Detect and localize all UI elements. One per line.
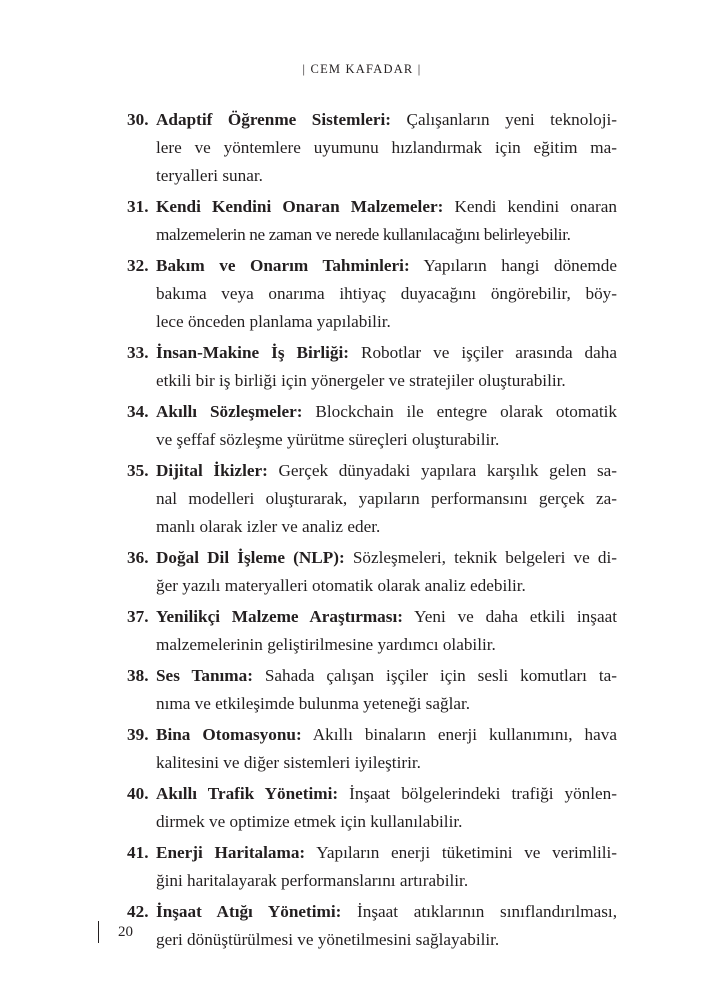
item-desc: Sözleşmeleri, teknik belgeleri ve di-	[344, 548, 617, 567]
item-desc: Çalışanların yeni teknoloji-	[391, 110, 617, 129]
item-number: 31.	[127, 197, 149, 216]
list-item	[127, 193, 617, 249]
item-line	[156, 662, 617, 690]
item-text	[156, 339, 617, 395]
item-desc: İnşaat bölgelerindeki trafiği yönlen-	[338, 784, 617, 803]
item-term: Ses Tanıma:	[156, 666, 253, 685]
item-text	[156, 106, 617, 190]
item-line: teryalleri sunar.	[156, 166, 263, 185]
item-desc: Yeni ve daha etkili inşaat	[402, 607, 617, 626]
item-desc: Akıllı binaların enerji kullanımını, hava	[301, 725, 617, 744]
item-text	[156, 839, 617, 895]
item-text	[156, 457, 617, 541]
list-item	[127, 603, 617, 659]
item-number: 30.	[127, 110, 149, 129]
footer-rule	[98, 921, 99, 943]
item-term: Adaptif Öğrenme Sistemleri:	[156, 110, 391, 129]
item-line: geri dönüştürülmesi ve yönetilmesini sağlayabilir.	[156, 930, 500, 949]
item-line: malzemelerinin geliştirilmesine yardımcı olabilir.	[156, 635, 496, 654]
item-line: nal modelleri oluşturarak, yapıların performansını gerçek za-	[156, 489, 617, 508]
item-term: Akıllı Trafik Yönetimi:	[156, 784, 339, 803]
list-item	[127, 780, 617, 836]
item-line: malzemelerin ne zaman ve nerede kullanılacağını belirleyebilir.	[156, 225, 571, 244]
item-number: 38.	[127, 666, 149, 685]
item-line	[156, 339, 617, 367]
item-term: Akıllı Sözleşmeler:	[156, 402, 303, 421]
item-line	[156, 839, 617, 867]
running-head: | CEM KAFADAR |	[302, 62, 422, 76]
item-desc: Yapıların hangi dönemde	[409, 256, 617, 275]
item-text	[156, 252, 617, 336]
item-line: ve şeffaf sözleşme yürütme süreçleri oluşturabilir.	[156, 430, 500, 449]
item-desc: Blockchain ile entegre olarak otomatik	[302, 402, 617, 421]
item-number: 36.	[127, 548, 149, 567]
list-item	[127, 457, 617, 541]
item-text	[156, 398, 617, 454]
item-line	[156, 193, 617, 221]
item-text	[156, 544, 617, 600]
numbered-list	[127, 106, 617, 954]
item-line	[156, 106, 617, 134]
list-item	[127, 721, 617, 777]
item-desc: Robotlar ve işçiler arasında daha	[349, 343, 617, 362]
item-number: 39.	[127, 725, 149, 744]
item-term: Doğal Dil İşleme (NLP):	[156, 548, 345, 567]
list-item	[127, 398, 617, 454]
list-item	[127, 252, 617, 336]
item-number: 42.	[127, 902, 149, 921]
item-line	[156, 603, 617, 631]
item-number: 35.	[127, 461, 149, 480]
item-text	[156, 662, 617, 718]
item-term: Bina Otomasyonu:	[156, 725, 302, 744]
item-line	[156, 898, 617, 926]
item-desc: Kendi kendini onaran	[443, 197, 617, 216]
item-line	[156, 457, 617, 485]
item-desc: Sahada çalışan işçiler için sesli komutları ta-	[252, 666, 617, 685]
item-line: manlı olarak izler ve analiz eder.	[156, 517, 381, 536]
item-line	[156, 780, 617, 808]
item-line	[156, 721, 617, 749]
item-line: lece önceden planlama yapılabilir.	[156, 312, 391, 331]
item-line: etkili bir iş birliği için yönergeler ve stratejiler oluşturabilir.	[156, 371, 566, 390]
item-line	[156, 398, 617, 426]
item-term: İnşaat Atığı Yönetimi:	[156, 902, 342, 921]
list-item	[127, 106, 617, 190]
item-text	[156, 898, 617, 954]
item-number: 37.	[127, 607, 149, 626]
item-line	[156, 252, 617, 280]
item-desc: İnşaat atıklarının sınıflandırılması,	[341, 902, 617, 921]
item-text	[156, 721, 617, 777]
item-line: ğer yazılı materyalleri otomatik olarak analiz edebilir.	[156, 576, 526, 595]
item-term: Kendi Kendini Onaran Malzemeler:	[156, 197, 444, 216]
item-line	[156, 544, 617, 572]
item-text	[156, 603, 617, 659]
page-number: 20	[118, 924, 133, 940]
list-item	[127, 339, 617, 395]
item-text	[156, 780, 617, 836]
item-line: ğini haritalayarak performanslarını artırabilir.	[156, 871, 469, 890]
list-item	[127, 839, 617, 895]
item-term: İnsan-Makine İş Birliği:	[156, 343, 350, 362]
item-desc: Gerçek dünyadaki yapılara karşılık gelen sa-	[267, 461, 618, 480]
item-desc: Yapıların enerji tüketimini ve verimlili-	[305, 843, 618, 862]
item-line: lere ve yöntemlere uyumunu hızlandırmak için eğitim ma-	[156, 138, 617, 157]
list-item	[127, 544, 617, 600]
item-line: dirmek ve optimize etmek için kullanılabilir.	[156, 812, 463, 831]
item-number: 33.	[127, 343, 149, 362]
item-term: Enerji Haritalama:	[156, 843, 306, 862]
list-item	[127, 662, 617, 718]
item-line: kalitesini ve diğer sistemleri iyileştirir.	[156, 753, 421, 772]
item-line: nıma ve etkileşimde bulunma yeteneği sağlar.	[156, 694, 471, 713]
item-number: 32.	[127, 256, 149, 275]
item-text	[156, 193, 617, 249]
item-number: 41.	[127, 843, 149, 862]
item-number: 34.	[127, 402, 149, 421]
list-item	[127, 898, 617, 954]
item-term: Bakım ve Onarım Tahminleri:	[156, 256, 410, 275]
item-term: Dijital İkizler:	[156, 461, 268, 480]
item-number: 40.	[127, 784, 149, 803]
item-term: Yenilikçi Malzeme Araştırması:	[156, 607, 403, 626]
item-line: bakıma veya onarıma ihtiyaç duyacağını öngörebilir, böy-	[156, 284, 617, 303]
